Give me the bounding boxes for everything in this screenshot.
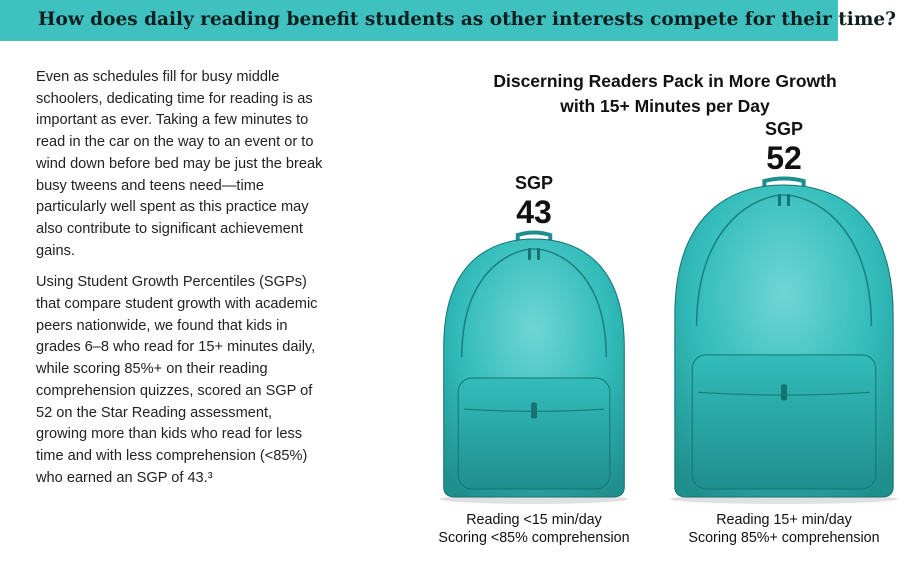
category-label-2-line-2: Scoring 85%+ comprehension: [688, 530, 880, 546]
sgp-label-2: SGP: [764, 119, 804, 139]
article-paragraph-2: Using Student Growth Percentiles (SGPs) that compare student growth with academic peers nationwide, we found that kids in grades 6–8 who read for 15+ minutes daily, while scoring 85%+ on their reading comprehension quizzes, scored an SGP of 52 on the Star Reading assessment, growing more than kids who read for less time and with less comprehension (<85%) who earned an SGP of 43.³: [36, 274, 318, 486]
sgp-value-2: 52: [766, 140, 802, 176]
article-paragraph-1: Even as schedules fill for busy middle schoolers, dedicating time for reading is as important as ever. Taking a few minutes to read in the car on the way to an event or to wind down before bed may be just the break busy tweens and teens need—time particularly well spent as this practice may also contribute to significant achievement gains.: [36, 69, 323, 259]
chart-title-line-1: Discerning Readers Pack in More Growth: [493, 71, 837, 91]
backpack-zip-pull-b-1: [537, 248, 540, 260]
category-label-2: [664, 511, 904, 547]
backpack-bar-1: [440, 173, 628, 504]
backpack-pocket-pull-2: [781, 384, 787, 400]
category-label-1: [414, 511, 654, 547]
backpack-zip-pull-b-2: [787, 194, 790, 206]
category-label-2-line-1: Reading 15+ min/day: [716, 512, 852, 528]
backpack-pocket-pull-1: [531, 402, 537, 418]
backpack-zip-pull-a-2: [778, 194, 781, 206]
category-label-1-line-2: Scoring <85% comprehension: [438, 530, 630, 546]
sgp-value-1: 43: [516, 194, 552, 230]
backpack-pocket-2: [692, 355, 875, 489]
backpack-bar-2: [670, 119, 897, 504]
backpack-zip-pull-a-1: [528, 248, 531, 260]
page-title: How does daily reading benefit students as other interests compete for their time?: [38, 9, 897, 30]
sgp-label-1: SGP: [514, 173, 554, 193]
backpack-pocket-1: [458, 378, 610, 489]
chart-title-line-2: with 15+ Minutes per Day: [560, 96, 770, 116]
category-label-1-line-1: Reading <15 min/day: [466, 512, 602, 528]
